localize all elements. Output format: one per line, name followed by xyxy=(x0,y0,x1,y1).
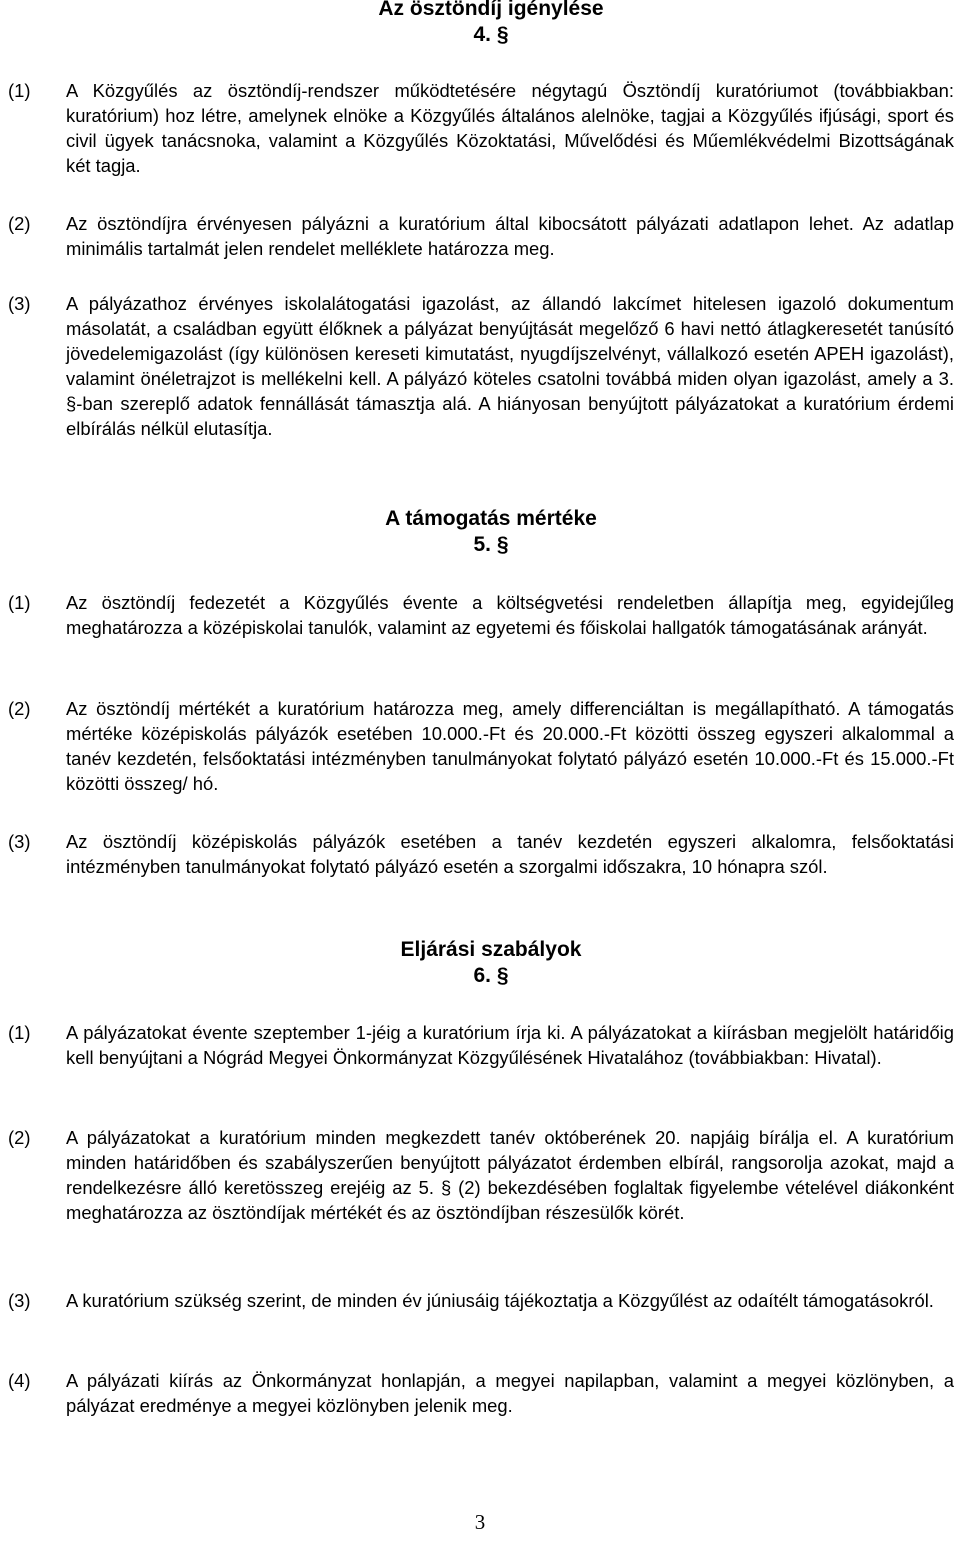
paragraph-text: Az ösztöndíj középiskolás pályázók esetében a tanév kezdetén egyszeri alkalomra, felsőoktatási intézményben tanulmányokat folytató pályázó esetén a szorgalmi időszakra, 10 hónapra szól. xyxy=(66,831,954,877)
paragraph-4-3 xyxy=(8,291,958,441)
paragraph-number: (3) xyxy=(8,293,31,314)
section-title: A támogatás mértéke xyxy=(385,507,597,530)
section-6 xyxy=(8,937,954,989)
page-number: 3 xyxy=(474,1510,486,1534)
section-4 xyxy=(8,0,954,48)
section-title: Az ösztöndíj igénylése xyxy=(378,0,604,20)
paragraph-text: Az ösztöndíj mértékét a kuratórium határozza meg, amely differenciáltan is megállapítható. A támogatás mértéke középiskolás pályázók esetében 10.000.-Ft és 20.000.-Ft közötti összeg egyszeri alkalommal a tanév kezdetén, felsőoktatási intézményben tanulmányokat folytató pályázó esetén 10.000.-Ft és 15.000.-Ft közötti összeg/ hó. xyxy=(66,698,954,794)
paragraph-number: (2) xyxy=(8,698,31,719)
paragraph-text: Az ösztöndíjra érvényesen pályázni a kuratórium által kibocsátott pályázati adatlapon lehet. Az adatlap minimális tartalmát jelen rendelet melléklete határozza meg. xyxy=(66,213,954,259)
paragraph-5-3 xyxy=(8,829,958,879)
paragraph-4-2 xyxy=(8,211,958,261)
paragraph-number: (3) xyxy=(8,1290,31,1311)
section-title: Eljárási szabályok xyxy=(400,938,582,961)
paragraph-number: (4) xyxy=(8,1370,31,1391)
section-number: 4. § xyxy=(473,23,509,46)
paragraph-6-2 xyxy=(8,1125,958,1225)
section-number: 5. § xyxy=(473,533,509,556)
paragraph-text: A pályázathoz érvényes iskolalátogatási igazolást, az állandó lakcímet hitelesen igazoló dokumentum másolatát, a családban együtt élőknek a pályázat benyújtását megelőző 6 havi nettó átlagkeresetét tanúsító jövedelemigazolást (így különösen kereseti kimutatást, nyugdíjszelvényt, vállalkozó esetén APEH igazolást), valamint önéletrajzot is mellékelni kell. A pályázó köteles csatolni továbbá miden olyan igazolást, amely a 3. §-ban szereplő adatok fennállását támasztja alá. A hiányosan benyújtott pályázatokat a kuratórium érdemi elbírálás nélkül elutasítja. xyxy=(66,293,954,439)
paragraph-text: A kuratórium szükség szerint, de minden év júniusáig tájékoztatja a Közgyűlést az odaítélt támogatásokról. xyxy=(66,1290,934,1311)
section-5 xyxy=(8,506,954,558)
paragraph-5-1 xyxy=(8,590,958,640)
paragraph-number: (2) xyxy=(8,1127,31,1148)
paragraph-number: (1) xyxy=(8,1022,31,1043)
paragraph-text: A Közgyűlés az ösztöndíj-rendszer működtetésére négytagú Ösztöndíj kuratóriumot (továbbiakban: kuratórium) hoz létre, amelynek elnöke a Közgyűlés általános alelnöke, tagjai a Közgyűlés ifjúsági, sport és civil ügyek tanácsnoka, valamint a Közgyűlés Közoktatási, Művelődési és Műemlékvédelmi Bizottságának két tagja. xyxy=(66,80,954,176)
paragraph-number: (1) xyxy=(8,80,31,101)
paragraph-number: (2) xyxy=(8,213,31,234)
paragraph-6-3 xyxy=(8,1288,958,1313)
paragraph-6-1 xyxy=(8,1020,958,1070)
paragraph-number: (1) xyxy=(8,592,31,613)
paragraph-5-2 xyxy=(8,696,958,796)
paragraph-4-1 xyxy=(8,78,958,178)
paragraph-6-4 xyxy=(8,1368,958,1418)
paragraph-number: (3) xyxy=(8,831,31,852)
paragraph-text: A pályázatokat a kuratórium minden megkezdett tanév októberének 20. napjáig bírálja el. A kuratórium minden határidőben és szabályszerűen benyújtott pályázatot érdemben elbírál, rangsorolja azokat, majd a rendelkezésre álló keretösszeg erejéig az 5. § (2) bekezdésében foglaltak figyelembe vételével diákonként meghatározza az ösztöndíjak mértékét és az ösztöndíjban részesülők körét. xyxy=(66,1127,954,1223)
paragraph-text: A pályázati kiírás az Önkormányzat honlapján, a megyei napilapban, valamint a megyei közlönyben, a pályázat eredménye a megyei közlönyben jelenik meg. xyxy=(66,1370,954,1416)
paragraph-text: A pályázatokat évente szeptember 1-jéig a kuratórium írja ki. A pályázatokat a kiírásban megjelölt határidőig kell benyújtani a Nógrád Megyei Önkormányzat Közgyűlésének Hivatalához (továbbiakban: Hivatal). xyxy=(66,1022,954,1068)
paragraph-text: Az ösztöndíj fedezetét a Közgyűlés évente a költségvetési rendeletben állapítja meg, egyidejűleg meghatározza a középiskolai tanulók, valamint az egyetemi és főiskolai hallgatók támogatásának arányát. xyxy=(66,592,954,638)
section-number: 6. § xyxy=(473,964,509,987)
